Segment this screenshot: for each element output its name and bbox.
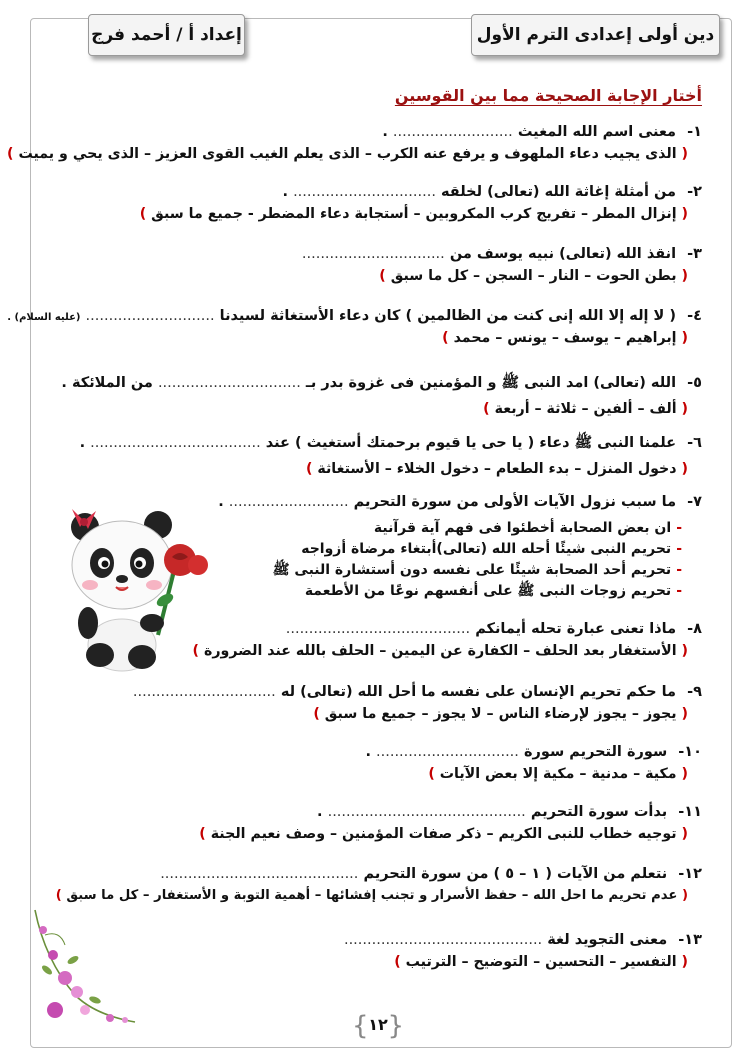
question-5: ٥- الله (تعالى) امد النبى ﷺ و المؤمنين فى غزوة بدر بـ ............................... من الملائكة . ( ألف – ألفين – ثلاثة – أربعة ) [61, 375, 702, 417]
answer-blank: ............................... [157, 375, 301, 391]
answer-options: التفسير – التحسين – التوضيح – الترتيب [405, 954, 677, 970]
answer-blank: .......................... [392, 124, 513, 140]
question-number: ٨- [687, 621, 702, 637]
right-brace-icon: } [387, 1011, 404, 1041]
answer-choice: -ان بعض الصحابة أخطئوا فى فهم آية قرآنية [373, 520, 682, 536]
answer-options: دخول المنزل – بدء الطعام – دخول الخلاء – الأستغاثة [317, 461, 677, 477]
question-text: معنى التجويد لغة [547, 932, 668, 948]
question-10: ١٠- سورة التحريم سورة ............................... . ( مكية – مدنية – مكية إلا بعض الآيات ) [365, 744, 702, 782]
question-12: ١٢- نتعلم من الآيات ( ١ – ٥ ) من سورة التحريم ........................................... ( عدم تحريم ما احل الله – حفظ الأسرار و تجنب إفشائها – أهمية التوبة و الأستغفار – كل ما سبق ) [55, 866, 702, 903]
answer-options: الذى يجيب دعاء الملهوف و يرفع عنه الكرب – الذى يعلم الغيب القوى العزيز – الذى يحي و يميت [18, 146, 677, 162]
author-tag [88, 14, 245, 56]
question-end: (عليه السلام) . [7, 312, 81, 323]
answer-blank: ........................................... [327, 804, 526, 820]
question-1: ١- معنى اسم الله المغيث .......................... . ( الذى يجيب دعاء الملهوف و يرفع عنه الكرب – الذى يعلم الغيب القوى العزيز – الذى يحي و يميت ) [7, 124, 702, 162]
question-text: ( لا إله إلا الله إنى كنت من الظالمين ) كان دعاء الأستغاثة لسيدنا [219, 308, 677, 324]
page-number-footer [352, 1011, 404, 1041]
question-end: . [317, 804, 323, 820]
answer-options: توجيه خطاب للنبى الكريم – ذكر صفات المؤمنين – وصف نعيم الجنة [210, 826, 677, 842]
question-number: ١٣- [678, 932, 702, 948]
answer-options: يجوز – يجوز لإرضاء الناس – لا يجوز – جميع ما سبق [324, 706, 677, 722]
floral-corner-decoration [25, 900, 145, 1030]
answer-choice: -تحريم النبى شيئًا أحله الله (تعالى)أبتغاء مرضاة أزواجه [301, 541, 682, 557]
question-number: ١- [687, 124, 702, 140]
page-number: ١٢ [368, 1015, 388, 1034]
question-text: انقذ الله (تعالى) نبيه يوسف من [449, 246, 677, 262]
answer-options: إنزال المطر – تفريج كرب المكروبين – أستجابة دعاء المضطر - جميع ما سبق [151, 206, 677, 222]
question-text: علمنا النبى ﷺ دعاء ( يا حى يا قيوم برحمتك أستغيث ) عند [265, 435, 677, 451]
instruction-heading: أختار الإجابة الصحيحة مما بين القوسين [394, 86, 702, 105]
question-4: ٤- ( لا إله إلا الله إنى كنت من الظالمين ) كان دعاء الأستغاثة لسيدنا ............................ (عليه السلام) . ( إبراهيم – يوسف – يونس – محمد ) [7, 308, 702, 346]
answer-blank: ............................... [376, 744, 519, 760]
question-9: ٩- ما حكم تحريم الإنسان على نفسه ما أحل الله (تعالى) له ............................... ( يجوز – يجوز لإرضاء الناس – لا يجوز – جميع ما سبق ) [132, 684, 702, 722]
answer-options: الأستغفار بعد الحلف – الكفارة عن اليمين – الحلف بالله عند الضرورة [203, 643, 677, 659]
question-number: ٩- [687, 684, 702, 700]
subject-title-tag [471, 14, 720, 56]
answer-blank: ........................................... [343, 932, 543, 948]
question-text: معنى اسم الله المغيث [517, 124, 677, 140]
question-number: ٦- [687, 435, 702, 451]
answer-blank: ........................................... [160, 866, 359, 882]
question-end: . [282, 184, 288, 200]
question-text: ما حكم تحريم الإنسان على نفسه ما أحل الله (تعالى) له [280, 684, 677, 700]
question-number: ١١- [678, 804, 702, 820]
answer-options: عدم تحريم ما احل الله – حفظ الأسرار و تجنب إفشائها – أهمية التوبة و الأستغفار – كل ما سبق [66, 888, 678, 903]
answer-choice: -تحريم أحد الصحابة شيئًا على نفسه دون أستشارة النبى ﷺ [272, 562, 682, 578]
question-3: ٣- انقذ الله (تعالى) نبيه يوسف من ............................... ( بطن الحوت – النار – السجن – كل ما سبق ) [301, 246, 702, 284]
question-text: نتعلم من الآيات ( ١ – ٥ ) من سورة التحريم [363, 866, 668, 882]
author-name: إعداد أ / أحمد فرج [91, 25, 242, 45]
answer-options: إبراهيم – يوسف – يونس – محمد [453, 330, 677, 346]
left-brace-icon: { [352, 1011, 369, 1041]
answer-blank: ............................... [301, 246, 445, 262]
answer-options: مكية – مدنية – مكية إلا بعض الآيات [439, 766, 677, 782]
question-end: . [382, 124, 388, 140]
question-text: الله (تعالى) امد النبى ﷺ و المؤمنين فى غزوة بدر بـ [305, 375, 677, 391]
question-number: ٥- [687, 375, 702, 391]
answer-blank: ............................... [132, 684, 276, 700]
question-text: ماذا تعنى عبارة تحله أيمانكم [475, 621, 677, 637]
worksheet-content [7, 86, 702, 970]
answer-options: ألف – ألفين – ثلاثة – أربعة [494, 401, 677, 417]
question-6: ٦- علمنا النبى ﷺ دعاء ( يا حى يا قيوم برحمتك أستغيث ) عند ..................................... . ( دخول المنزل – بدء الطعام – دخول الخلاء – الأستغاثة ) [79, 435, 702, 477]
question-number: ٢- [687, 184, 702, 200]
question-end: . [365, 744, 371, 760]
answer-blank: ............................... [293, 184, 436, 200]
question-number: ١٢- [678, 866, 702, 882]
question-number: ٧- [687, 494, 702, 510]
question-text: ما سبب نزول الآيات الأولى من سورة التحريم [353, 494, 677, 510]
answer-choice: -تحريم زوجات النبى ﷺ على أنفسهم نوعًا من الأطعمة [304, 583, 682, 599]
answer-blank: ........................................ [285, 621, 471, 637]
question-13: ١٣- معنى التجويد لغة ........................................... ( التفسير – التحسين – التوضيح – الترتيب ) [343, 932, 702, 970]
answer-blank: .......................... [228, 494, 349, 510]
answer-options: بطن الحوت – النار – السجن – كل ما سبق [390, 268, 677, 284]
question-8: ٨- ماذا تعنى عبارة تحله أيمانكم ........................................ ( الأستغفار بعد الحلف – الكفارة عن اليمين – الحلف بالله عند الضرورة ) [192, 621, 702, 659]
question-number: ٤- [687, 308, 702, 324]
question-end: . [79, 435, 86, 451]
question-2: ٢- من أمثلة إغاثة الله (تعالى) لخلقه ............................... . ( إنزال المطر – تفريج كرب المكروبين – أستجابة دعاء المضطر - جميع ما سبق ) [139, 184, 702, 222]
question-end: . [218, 494, 224, 510]
panda-illustration [50, 505, 215, 675]
question-number: ١٠- [678, 744, 702, 760]
question-number: ٣- [687, 246, 702, 262]
question-text: سورة التحريم سورة [523, 744, 668, 760]
answer-blank: ..................................... [90, 435, 261, 451]
question-11: ١١- بدأت سورة التحريم ........................................... . ( توجيه خطاب للنبى الكريم – ذكر صفات المؤمنين – وصف نعيم الجنة ) [199, 804, 702, 842]
question-end: من الملائكة . [61, 375, 153, 391]
answer-blank: ............................ [85, 308, 215, 324]
subject-title: دين أولى إعدادى الترم الأول [476, 25, 715, 45]
question-text: من أمثلة إغاثة الله (تعالى) لخلقه [441, 184, 677, 200]
question-text: بدأت سورة التحريم [530, 804, 668, 820]
